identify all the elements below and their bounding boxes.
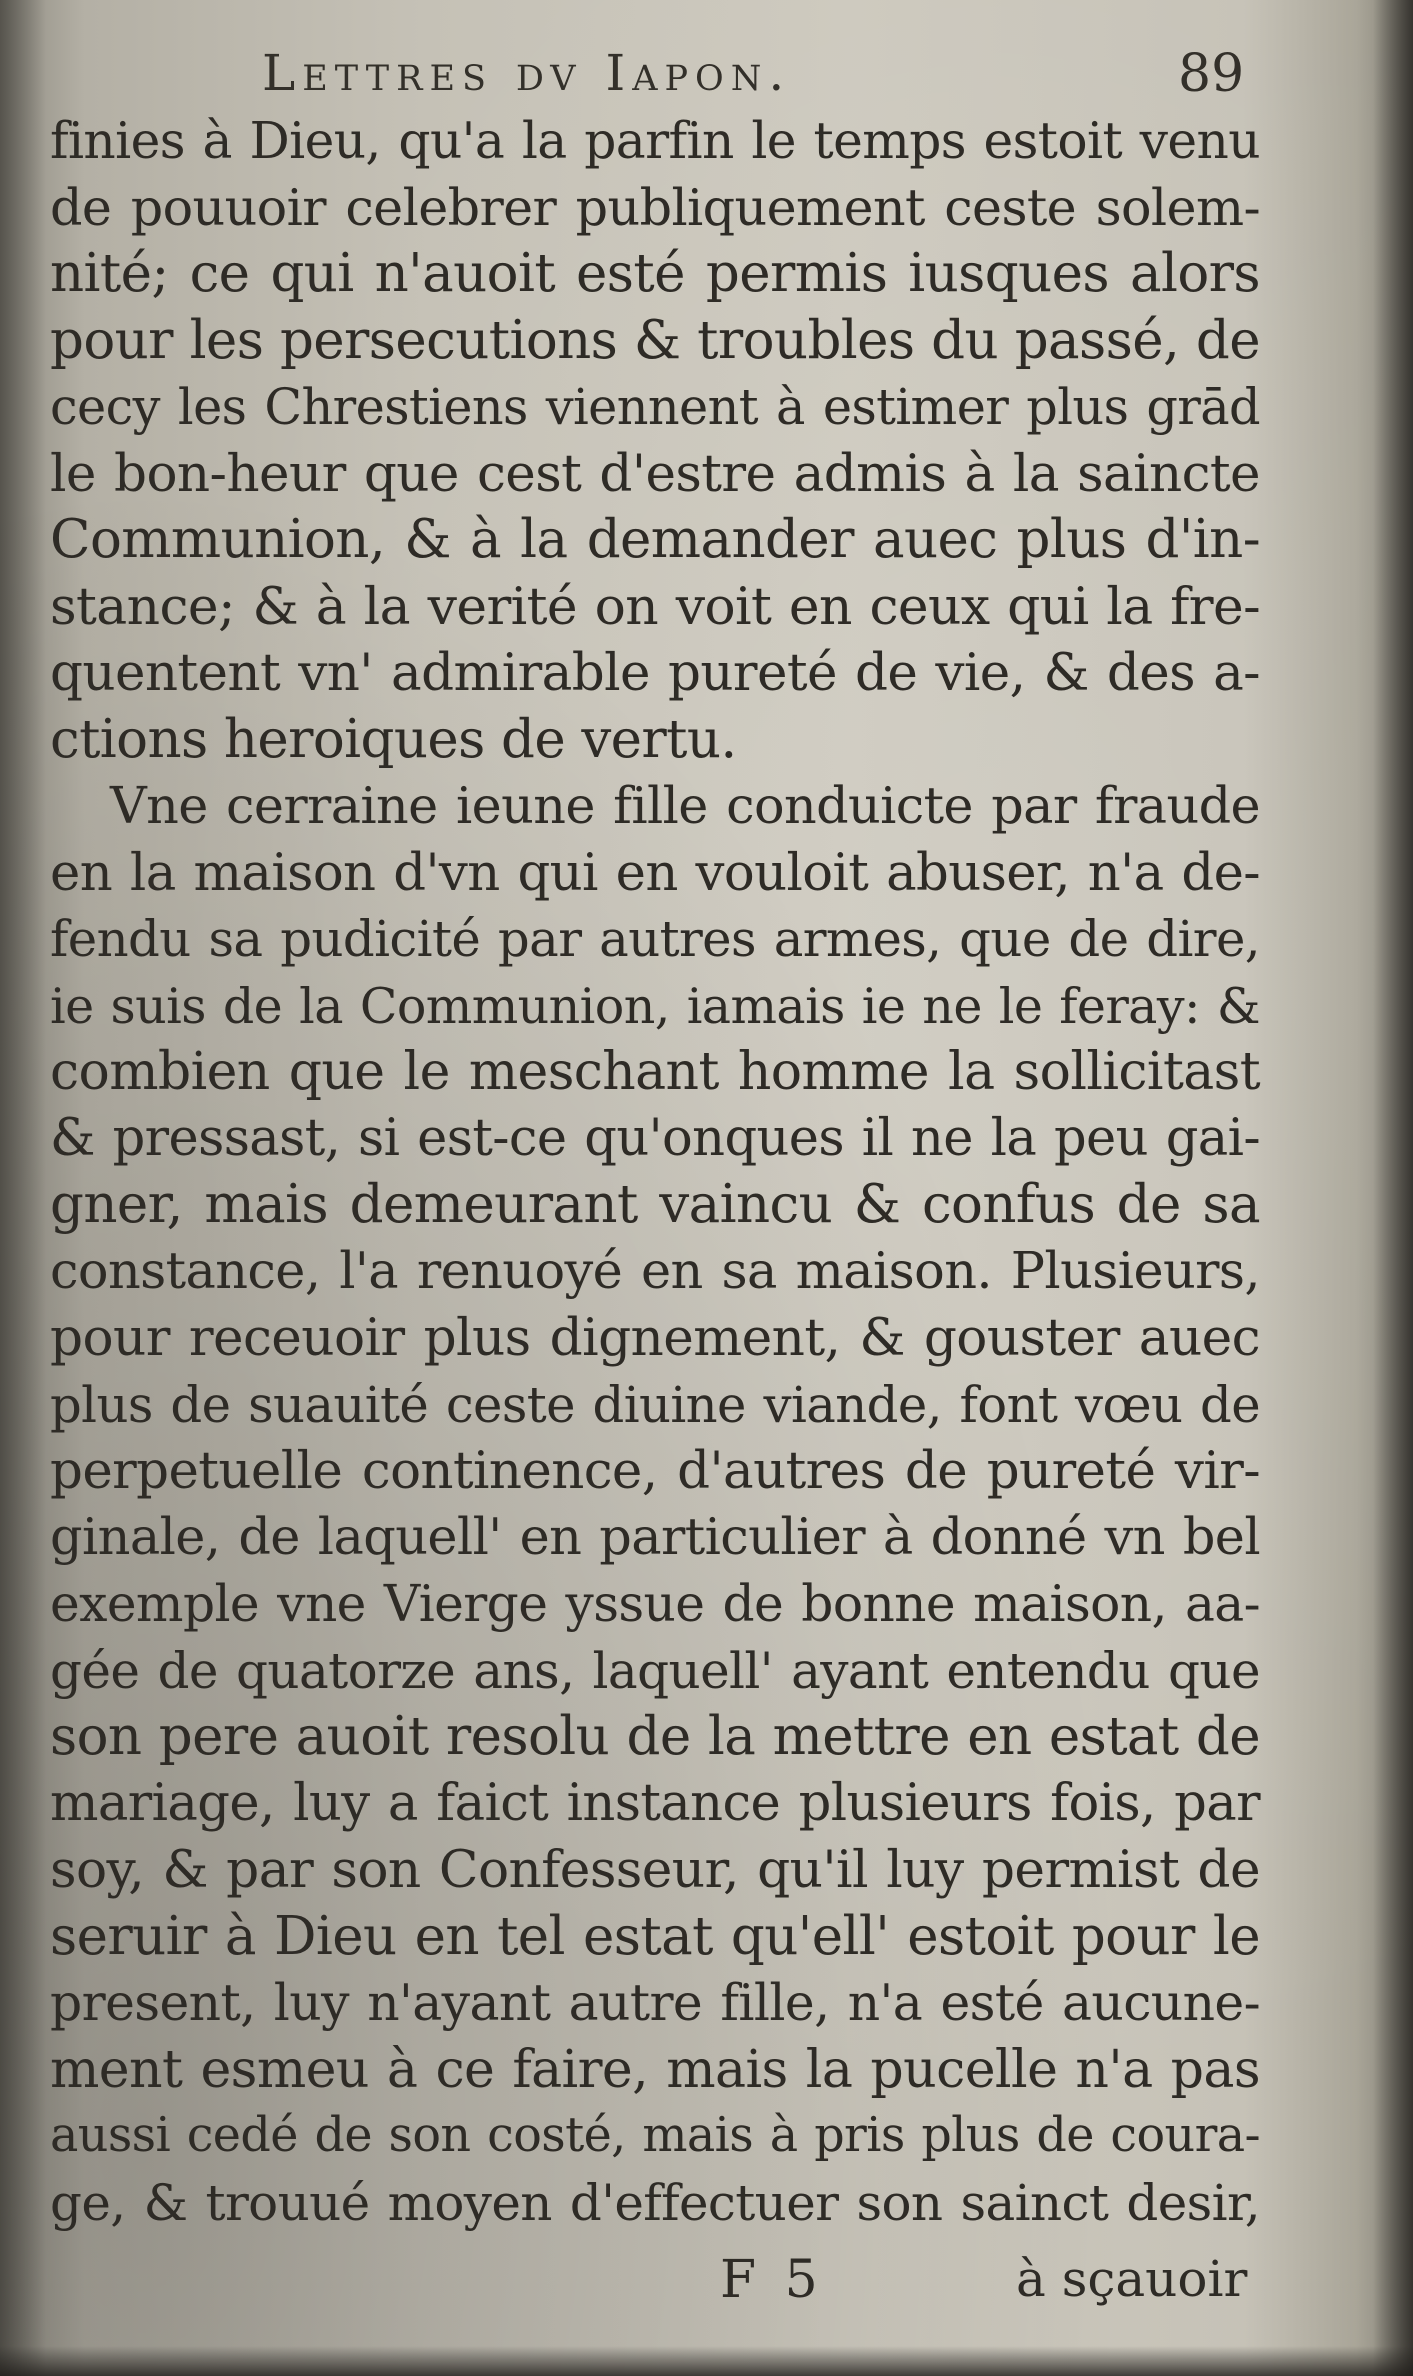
text-line: mariage, luy a faict instance plusieurs fois, par (50, 1773, 1260, 1833)
running-head (0, 44, 1413, 114)
text-line: soy, & par son Confesseur, qu'il luy permist de (50, 1840, 1260, 1900)
running-title: Lettres dv Iapon. (262, 44, 792, 102)
text-line: constance, l'a renuoyé en sa maison. Plusieurs, (50, 1241, 1260, 1301)
catchword: à sçauoir (1016, 2250, 1248, 2308)
text-line: present, luy n'ayant autre fille, n'a esté aucune- (50, 1973, 1260, 2032)
text-line: Vne cerraine ieune fille conduicte par fraude (110, 776, 1260, 835)
page-number: 89 (1178, 44, 1245, 104)
text-line: pour receuoir plus dignement, & gouster auec (50, 1308, 1260, 1368)
text-line: fendu sa pudicité par autres armes, que de dire, (50, 910, 1260, 968)
page-edge-shadow (1373, 0, 1413, 2376)
text-line: combien que le meschant homme la sollicitast (50, 1042, 1260, 1102)
text-line: ge, & trouué moyen d'effectuer son sainct desir, (50, 2173, 1260, 2232)
text-line: perpetuelle continence, d'autres de pureté vir- (50, 1441, 1260, 1501)
text-line: exemple vne Vierge yssue de bonne maison, aa- (50, 1574, 1260, 1633)
text-line: pour les persecutions & troubles du passé, de (50, 309, 1260, 371)
text-line: son pere auoit resolu de la mettre en estat de (50, 1706, 1260, 1767)
text-line: gée de quatorze ans, laquell' ayant entendu que (50, 1641, 1260, 1700)
text-line: le bon-heur que cest d'estre admis à la saincte (50, 443, 1260, 504)
text-line: ment esmeu à ce faire, mais la pucelle n'a pas (50, 2039, 1260, 2100)
text-line: ginale, de laquell' en particulier à donné vn bel (50, 1507, 1260, 1567)
paragraph-1 (50, 108, 1260, 773)
text-line: ctions heroiques de vertu. (50, 708, 737, 770)
text-line: gner, mais demeurant vaincu & confus de sa (50, 1174, 1260, 1235)
text-line: aussi cedé de son costé, mais à pris plus de coura- (50, 2108, 1260, 2163)
text-line: en la maison d'vn qui en vouloit abuser, n'a de- (50, 842, 1260, 903)
text-line: cecy les Chrestiens viennent à estimer plus grād (50, 378, 1260, 436)
text-block (50, 108, 1260, 2236)
bottom-edge-shadow (0, 2346, 1413, 2376)
text-line: Communion, & à la demander auec plus d'in- (50, 509, 1260, 570)
text-line: & pressast, si est-ce qu'onques il ne la peu gai- (50, 1108, 1260, 1168)
text-line: plus de suauité ceste diuine viande, font vœu de (50, 1375, 1260, 1434)
text-line: quentent vn' admirable pureté de vie, & des a- (50, 643, 1260, 703)
text-line: seruir à Dieu en tel estat qu'ell' estoit pour le (50, 1905, 1260, 1967)
text-line: stance; & à la verité on voit en ceux qui la fre- (50, 576, 1260, 637)
text-line: nité; ce qui n'auoit esté permis iusques alors (50, 243, 1260, 304)
signature-mark: F 5 (720, 2250, 824, 2310)
gutter-shadow (0, 0, 46, 2376)
paragraph-2 (50, 773, 1260, 2236)
text-line: ie suis de la Communion, iamais ie ne le feray: & (50, 976, 1260, 1035)
text-line: de pouuoir celebrer publiquement ceste solem- (50, 177, 1260, 237)
text-line: finies à Dieu, qu'a la parfin le temps estoit venu (50, 111, 1260, 170)
